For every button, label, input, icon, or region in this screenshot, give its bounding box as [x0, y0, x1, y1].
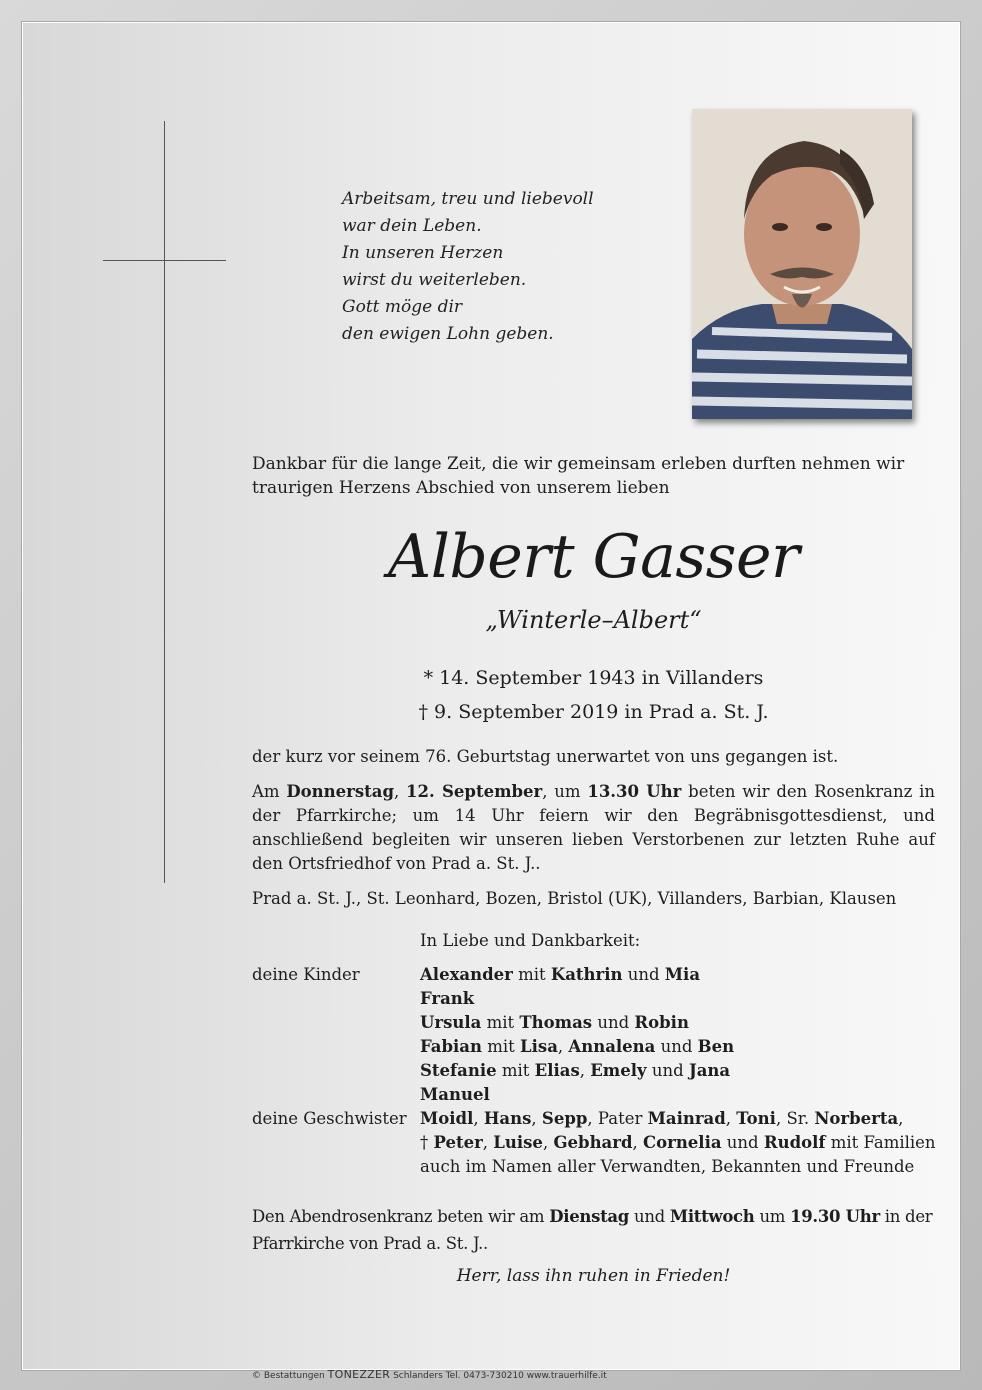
list-item: Moidl, Hans, Sepp, Pater Mainrad, Toni, Sr. Norberta,	[420, 1109, 904, 1128]
nickname: „Winterle–Albert“	[485, 606, 702, 634]
death-date: † 9. September 2019 in Prad a. St. J.	[418, 701, 769, 723]
poem-line: Arbeitsam, treu und liebevoll	[342, 189, 594, 209]
list-item: Stefanie mit Elias, Emely und Jana	[420, 1061, 731, 1080]
list-item: Manuel	[420, 1085, 490, 1104]
obituary-card	[22, 22, 960, 1381]
list-item: Ursula mit Thomas und Robin	[420, 1013, 689, 1032]
poem-line: den ewigen Lohn geben.	[342, 324, 554, 344]
siblings-label: deine Geschwister	[252, 1109, 407, 1128]
birth-date: * 14. September 1943 in Villanders	[423, 667, 764, 689]
list-item: Alexander mit Kathrin und Mia	[420, 965, 701, 984]
love-line: In Liebe und Dankbarkeit:	[420, 931, 641, 950]
places-line: Prad a. St. J., St. Leonhard, Bozen, Bristol (UK), Villanders, Barbian, Klausen	[252, 889, 897, 908]
evening-rosary-text: Den Abendrosenkranz beten wir am Dienstag und Mittwoch um 19.30 Uhr in der Pfarrkirche von Prad a. St. J..	[252, 1207, 933, 1253]
poem	[342, 186, 594, 348]
poem-line: war dein Leben.	[342, 216, 482, 236]
siblings-list	[420, 1107, 940, 1179]
list-item: † Peter, Luise, Gebhard, Cornelia und Rudolf mit Familien	[420, 1133, 936, 1152]
life-dates	[252, 661, 935, 729]
closing-prayer: Herr, lass ihn ruhen in Frieden!	[456, 1266, 731, 1286]
cross-horizontal-line	[103, 260, 226, 261]
intro-text: Dankbar für die lange Zeit, die wir gemeinsam erleben durften nehmen wir traurigen Herzens Abschied von unserem lieben	[252, 454, 905, 498]
list-item: auch im Namen aller Verwandten, Bekannten und Freunde	[420, 1157, 915, 1176]
poem-line: wirst du weiterleben.	[342, 270, 527, 290]
children-label: deine Kinder	[252, 965, 360, 984]
children-list	[420, 963, 940, 1107]
portrait-photo	[692, 109, 912, 419]
list-item: Fabian mit Lisa, Annalena und Ben	[420, 1037, 735, 1056]
funeral-details: Am Donnerstag, 12. September, um 13.30 Uhr beten wir den Rosenkranz in der Pfarrkirche; um 14 Uhr feiern wir den Begräbnisgottesdienst, und anschließend begleiten wir unseren lieben Verstorbenen zur letzten Ruhe auf den Ortsfriedhof von Prad a. St. J..	[252, 782, 936, 873]
list-item: Frank	[420, 989, 475, 1008]
passing-text: der kurz vor seinem 76. Geburtstag unerwartet von uns gegangen ist.	[252, 747, 839, 766]
cross-vertical-line	[164, 121, 165, 883]
poem-line: Gott möge dir	[342, 297, 463, 317]
footer-credit: © Bestattungen TONEZZER Schlanders Tel. 0473-730210 www.trauerhilfe.it	[252, 1368, 607, 1381]
poem-line: In unseren Herzen	[342, 243, 504, 263]
deceased-name: Albert Gasser	[387, 522, 800, 592]
